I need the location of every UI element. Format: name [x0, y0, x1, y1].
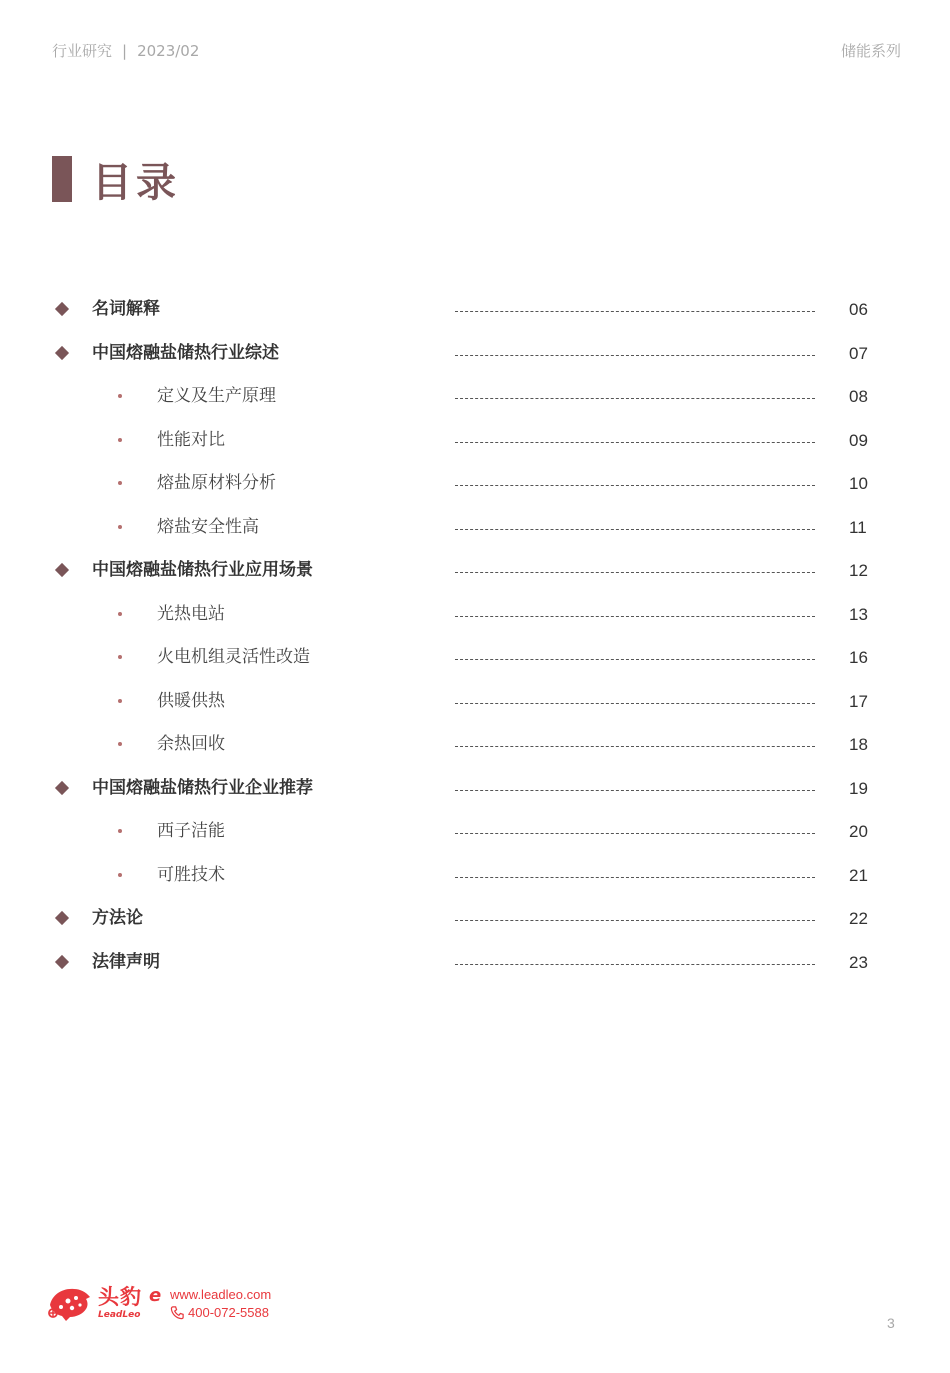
toc-entry[interactable]	[0, 594, 950, 638]
toc-leader-line	[455, 311, 815, 312]
toc-entry-page: 16	[849, 648, 868, 667]
page-title-block	[52, 155, 180, 206]
toc-leader-line	[455, 616, 815, 617]
e-logo-icon	[148, 1286, 166, 1304]
toc-entry-page: 22	[849, 909, 868, 928]
toc-entry-page: 21	[849, 865, 868, 885]
dot-bullet-icon	[118, 394, 122, 398]
footer-brand	[46, 1283, 271, 1323]
toc-entry-page: 09	[849, 430, 868, 450]
logo-chinese-name: 头豹	[98, 1284, 142, 1309]
toc-entry-page: 23	[849, 952, 868, 972]
toc-entry[interactable]	[0, 942, 950, 986]
toc-entry-label: 法律声明	[92, 951, 160, 972]
page-number: 3	[887, 1315, 895, 1331]
toc-entry-label: 定义及生产原理	[157, 386, 276, 406]
toc-entry[interactable]	[0, 637, 950, 681]
dot-bullet-icon	[118, 655, 122, 659]
toc-entry-label: 中国熔融盐储热行业应用场景	[92, 560, 313, 580]
toc-entry-page: 17	[849, 691, 868, 711]
phone-number: 400-072-5588	[188, 1304, 269, 1320]
logo-text	[98, 1284, 142, 1320]
toc-entry-page: 08	[849, 387, 868, 406]
toc-entry[interactable]	[0, 420, 950, 464]
dot-bullet-icon	[118, 612, 122, 616]
toc-entry-label: 余热回收	[157, 734, 225, 754]
toc-entry-label: 中国熔融盐储热行业综述	[92, 342, 279, 363]
toc-leader-line	[455, 920, 815, 921]
toc-leader-line	[455, 790, 815, 791]
toc-leader-line	[455, 485, 815, 486]
toc-leader-line	[455, 746, 815, 747]
title-accent-bar	[52, 156, 72, 202]
toc-entry-page: 19	[849, 778, 868, 798]
toc-entry-page: 20	[849, 822, 868, 841]
toc-entry[interactable]	[0, 507, 950, 551]
toc-leader-line	[455, 398, 815, 399]
toc-entry-label: 光热电站	[157, 603, 225, 624]
dot-bullet-icon	[118, 481, 122, 485]
toc-entry[interactable]	[0, 463, 950, 507]
toc-entry-page: 12	[849, 561, 868, 580]
leopard-logo-icon	[46, 1283, 94, 1323]
toc-entry-label: 供暖供热	[157, 690, 225, 711]
contact-info	[170, 1287, 271, 1320]
toc-entry-page: 10	[849, 474, 868, 493]
toc-leader-line	[455, 703, 815, 704]
toc-entry[interactable]	[0, 376, 950, 420]
toc-entry[interactable]	[0, 855, 950, 899]
diamond-bullet-icon	[55, 563, 69, 577]
toc-entry-label: 西子洁能	[157, 821, 225, 841]
toc-leader-line	[455, 529, 815, 530]
toc-entry-label: 可胜技术	[157, 864, 225, 885]
logo-english-name: LeadLeo	[98, 1309, 141, 1320]
diamond-bullet-icon	[55, 345, 69, 359]
header-date: 2023/02	[137, 41, 200, 60]
toc-leader-line	[455, 442, 815, 443]
diamond-bullet-icon	[55, 911, 69, 925]
dot-bullet-icon	[118, 873, 122, 877]
dot-bullet-icon	[118, 438, 122, 442]
toc-entry[interactable]	[0, 681, 950, 725]
svg-text:e: e	[149, 1286, 162, 1304]
header-separator: |	[122, 41, 128, 60]
toc-entry-page: 18	[849, 735, 868, 754]
toc-entry[interactable]	[0, 550, 950, 594]
phone-icon	[170, 1305, 185, 1320]
toc-entry[interactable]	[0, 768, 950, 812]
dot-bullet-icon	[118, 699, 122, 703]
toc-entry[interactable]	[0, 724, 950, 768]
toc-entry-label: 中国熔融盐储热行业企业推荐	[92, 777, 313, 798]
toc-entry[interactable]	[0, 289, 950, 333]
toc-entry-label: 名词解释	[92, 299, 160, 319]
toc-entry-label: 熔盐原材料分析	[157, 473, 276, 493]
toc-leader-line	[455, 355, 815, 356]
toc-entry-label: 熔盐安全性高	[157, 516, 259, 537]
page-title: 目录	[92, 159, 180, 206]
toc-entry-page: 06	[849, 300, 868, 319]
toc-entry-page: 11	[849, 517, 867, 537]
toc-leader-line	[455, 833, 815, 834]
dot-bullet-icon	[118, 525, 122, 529]
header-series: 储能系列	[840, 42, 901, 60]
toc-entry[interactable]	[0, 333, 950, 377]
toc-entry-label: 方法论	[92, 908, 143, 928]
toc-leader-line	[455, 964, 815, 965]
toc-entry-label: 火电机组灵活性改造	[157, 647, 310, 667]
diamond-bullet-icon	[55, 780, 69, 794]
toc-leader-line	[455, 659, 815, 660]
toc-leader-line	[455, 877, 815, 878]
toc-entry-page: 07	[849, 343, 868, 363]
website-link[interactable]: www.leadleo.com	[170, 1286, 272, 1302]
toc-entry-page: 13	[849, 604, 868, 624]
toc-entry-label: 性能对比	[157, 429, 225, 450]
dot-bullet-icon	[118, 829, 122, 833]
header-category: 行业研究	[52, 42, 113, 60]
toc-entry[interactable]	[0, 811, 950, 855]
diamond-bullet-icon	[55, 302, 69, 316]
toc-entry[interactable]	[0, 898, 950, 942]
diamond-bullet-icon	[55, 954, 69, 968]
header-left	[52, 40, 199, 61]
dot-bullet-icon	[118, 742, 122, 746]
toc-leader-line	[455, 572, 815, 573]
